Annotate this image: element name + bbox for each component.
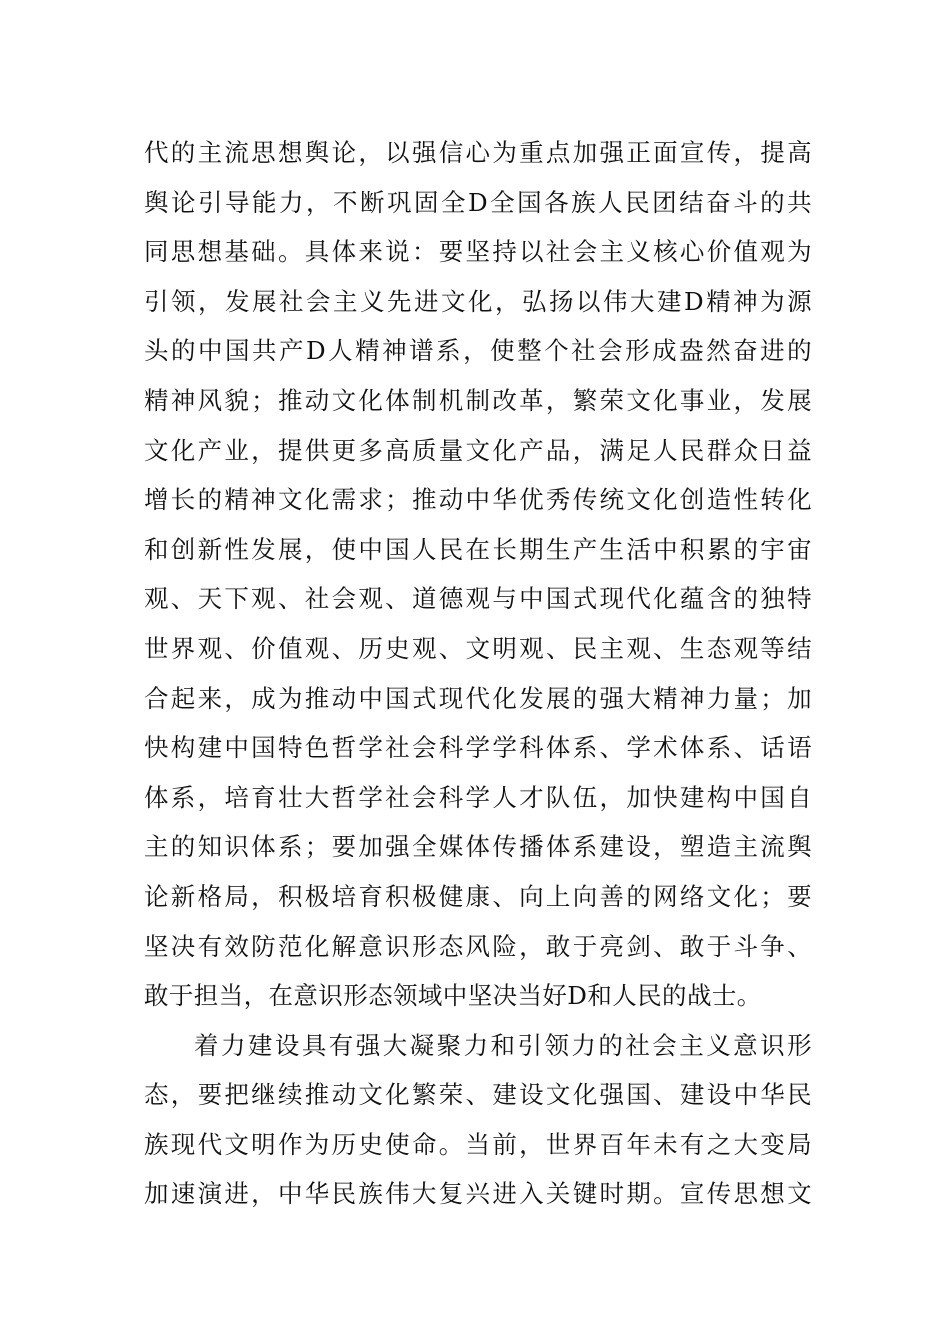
text-line: 态，要把继续推动文化繁荣、建设文化强国、建设中华民 (144, 1080, 812, 1110)
text-line: 和创新性发展，使中国人民在长期生产生活中积累的宇宙 (144, 534, 812, 564)
text-line: 精神风貌；推动文化体制机制改革，繁荣文化事业，发展 (144, 385, 812, 415)
text-line: 舆论引导能力，不断巩固全D全国各族人民团结奋斗的共 (144, 187, 812, 217)
text-line: 族现代文明作为历史使命。当前，世界百年未有之大变局 (144, 1129, 812, 1159)
text-line: 坚决有效防范化解意识形态风险，敢于亮剑、敢于斗争、 (144, 931, 812, 961)
paragraph-end-line: 敢于担当，在意识形态领域中坚决当好D和人民的战士。 (144, 981, 762, 1011)
text-line: 论新格局，积极培育积极健康、向上向善的网络文化；要 (144, 881, 812, 911)
text-line: 增长的精神文化需求；推动中华优秀传统文化创造性转化 (144, 485, 812, 515)
text-line: 合起来，成为推动中国式现代化发展的强大精神力量；加 (144, 683, 812, 713)
text-line: 快构建中国特色哲学社会科学学科体系、学术体系、话语 (144, 733, 812, 763)
text-line: 头的中国共产D人精神谱系，使整个社会形成盎然奋进的 (144, 336, 812, 366)
text-line: 主的知识体系；要加强全媒体传播体系建设，塑造主流舆 (144, 832, 812, 862)
text-line: 引领，发展社会主义先进文化，弘扬以伟大建D精神为源 (144, 286, 812, 316)
text-line: 代的主流思想舆论，以强信心为重点加强正面宣传，提高 (144, 138, 812, 167)
text-line: 体系，培育壮大哲学社会科学人才队伍，加快建构中国自 (144, 782, 812, 812)
text-line: 加速演进，中华民族伟大复兴进入关键时期。宣传思想文 (144, 1179, 812, 1209)
text-line: 同思想基础。具体来说：要坚持以社会主义核心价值观为 (144, 237, 812, 267)
paragraph-start-line: 着力建设具有强大凝聚力和引领力的社会主义意识形 (194, 1030, 812, 1060)
text-line: 文化产业，提供更多高质量文化产品，满足人民群众日益 (144, 435, 812, 465)
text-line: 观、天下观、社会观、道德观与中国式现代化蕴含的独特 (144, 584, 812, 614)
body-text (144, 128, 812, 1219)
text-line: 世界观、价值观、历史观、文明观、民主观、生态观等结 (144, 633, 812, 663)
